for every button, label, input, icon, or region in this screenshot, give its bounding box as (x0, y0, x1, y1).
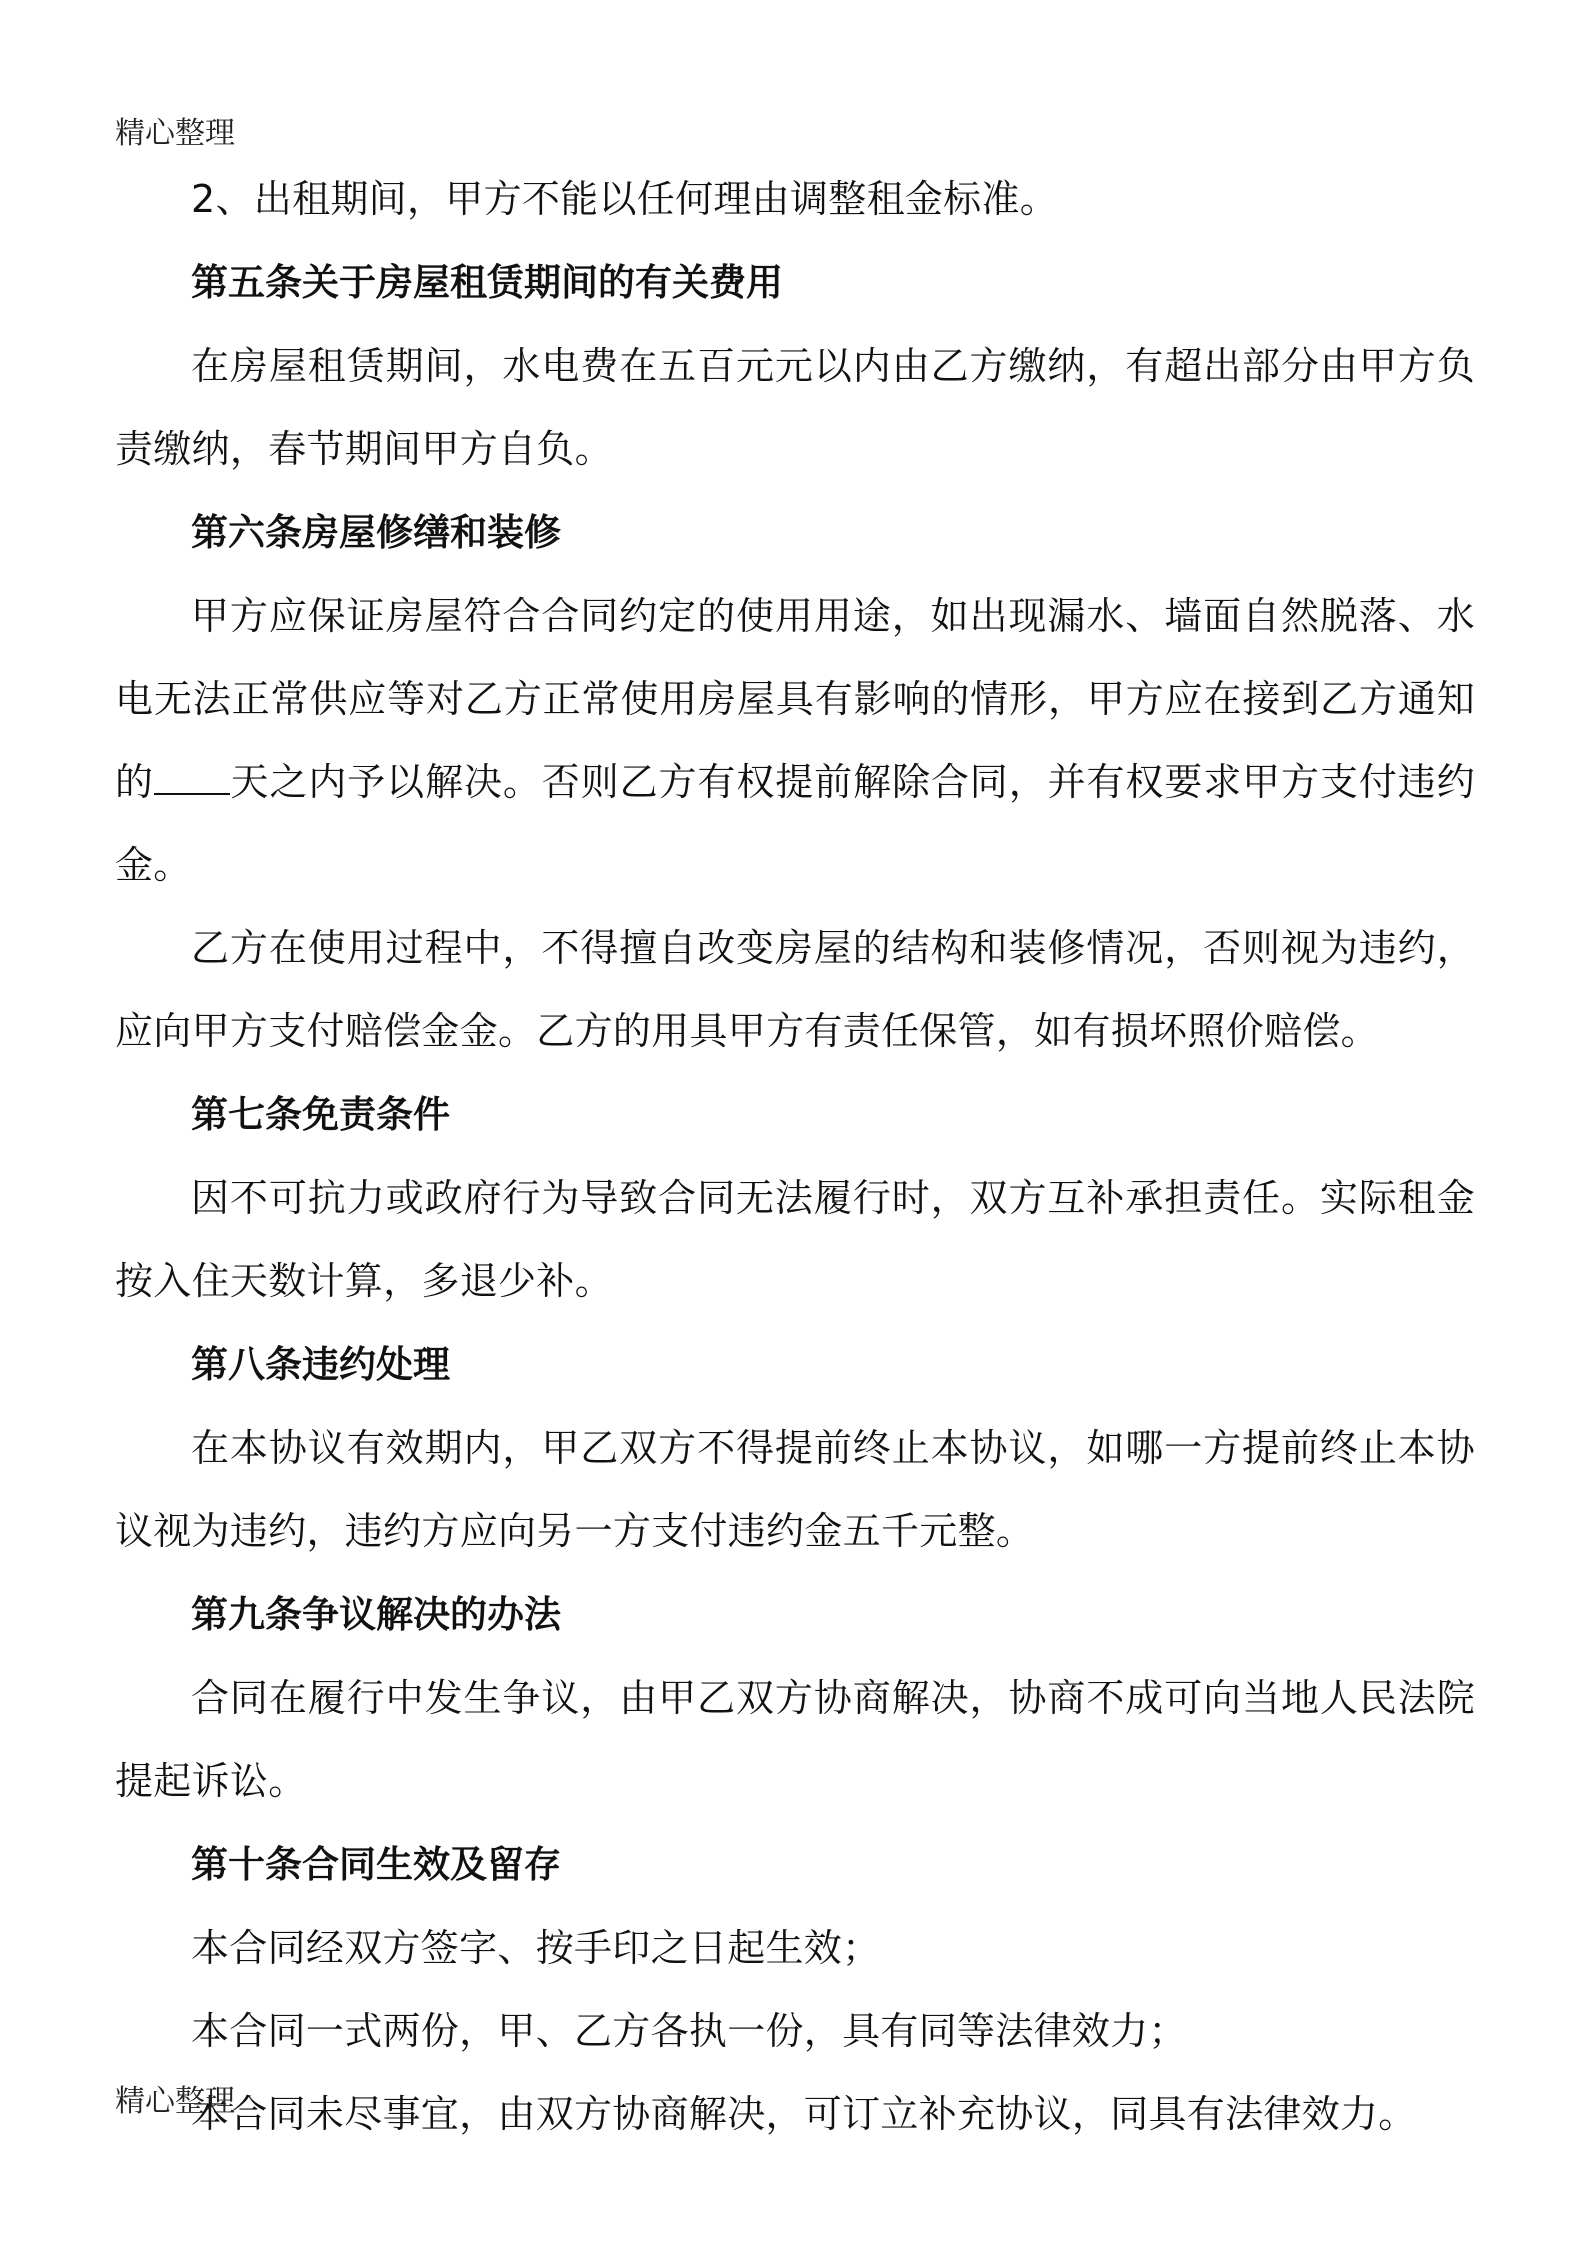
page-header-mark: 精心整理 (115, 116, 235, 151)
article-5-paragraph: 在房屋租赁期间，水电费在五百元元以内由乙方缴纳，有超出部分由甲方负责缴纳，春节期间甲方自负。 (115, 344, 1475, 471)
article-10-clause-2: 本合同一式两份，甲、乙方各执一份，具有同等法律效力； (191, 2009, 1187, 2053)
article-8-heading: 第八条违约处理 (191, 1343, 450, 1386)
article-5-heading: 第五条关于房屋租赁期间的有关费用 (191, 261, 783, 304)
paragraph-rent-adjustment: 2、出租期间，甲方不能以任何理由调整租金标准。 (191, 177, 1059, 221)
article-10-clause-1: 本合同经双方签字、按手印之日起生效； (191, 1926, 881, 1970)
page-footer-mark: 精心整理 (115, 2084, 235, 2119)
article-6-paragraph-2: 乙方在使用过程中，不得擅自改变房屋的结构和装修情况，否则视为违约，应向甲方支付赔偿金金。乙方的用具甲方有责任保管，如有损坏照价赔偿。 (115, 926, 1475, 1053)
article-6-text-after-blank: 天之内予以解决。否则乙方有权提前解除合同，并有权要求甲方支付违约金。 (115, 760, 1475, 887)
article-9-paragraph: 合同在履行中发生争议，由甲乙双方协商解决，协商不成可向当地人民法院提起诉讼。 (115, 1676, 1475, 1803)
contract-body (115, 158, 1475, 2156)
article-10-heading: 第十条合同生效及留存 (191, 1843, 561, 1886)
article-7-heading: 第七条免责条件 (191, 1093, 450, 1136)
article-7-paragraph: 因不可抗力或政府行为导致合同无法履行时，双方互补承担责任。实际租金按入住天数计算，多退少补。 (115, 1176, 1475, 1303)
article-6-heading: 第六条房屋修缮和装修 (191, 511, 561, 554)
article-8-paragraph: 在本协议有效期内，甲乙双方不得提前终止本协议，如哪一方提前终止本协议视为违约，违约方应向另一方支付违约金五千元整。 (115, 1426, 1475, 1553)
article-6-text-before-blank: 甲方应保证房屋符合合同约定的使用用途，如出现漏水、墙面自然脱落、水电无法正常供应等对乙方正常使用房屋具有影响的情形，甲方应在接到乙方通知的 (115, 594, 1475, 804)
article-6-paragraph-1 (115, 575, 1475, 907)
days-blank-field (154, 763, 230, 795)
article-9-heading: 第九条争议解决的办法 (191, 1593, 561, 1636)
article-10-clause-3: 本合同未尽事宜，由双方协商解决，可订立补充协议，同具有法律效力。 (191, 2092, 1417, 2136)
